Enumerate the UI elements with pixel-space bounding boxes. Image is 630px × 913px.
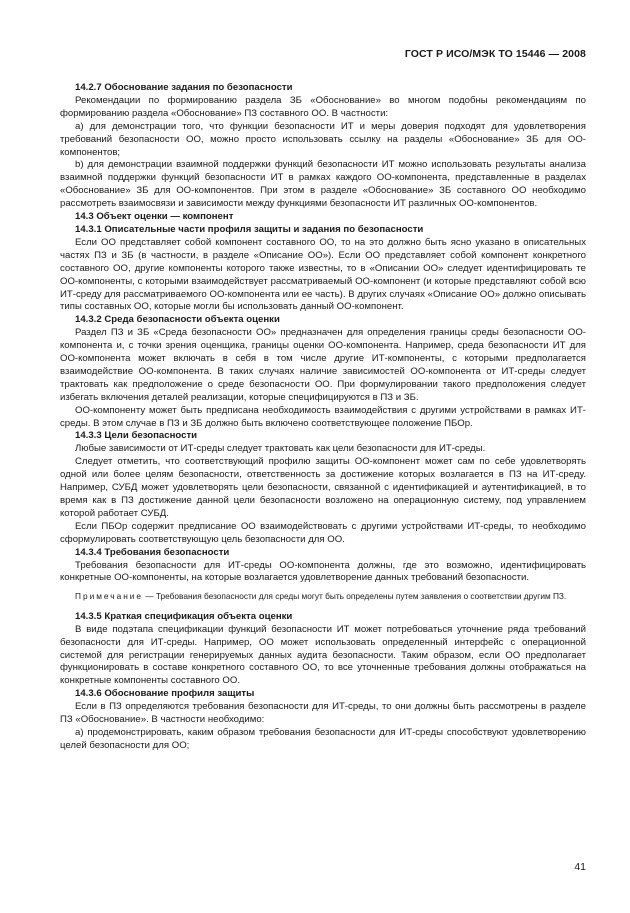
- heading-14-3-5: 14.3.5 Краткая спецификация объекта оценки: [75, 610, 293, 622]
- paragraph: Если ПБОр содержит предписание ОО взаимодействовать с другими устройствами ИТ-среды, то необходимо сформулировать соответствующую цель безопасности для ОО.: [60, 520, 586, 545]
- heading-14-3-3: 14.3.3 Цели безопасности: [75, 430, 198, 442]
- paragraph: Раздел ПЗ и ЗБ «Среда безопасности ОО» предназначен для определения границы среды безопасности ОО-компонента и, с точки зрения оценщика, границы оценки ОО-компонента. Например, среда безопасности ИТ для ОО-компонента может включать в себя в том числе другие ИТ-компоненты, с которыми предполагается взаимодействие ОО-компонента. В таких случаях наличие зависимостей ОО-компонента от ИТ-среды следует трактовать как предположение о среде безопасности ОО. При формулировании такого предположения следует избегать включения деталей реализации, которые специфицируются в ПЗ и ЗБ.: [60, 327, 586, 403]
- note-text: — Требования безопасности для среды могут быть определены путем заявления о соответствии другим ПЗ.: [143, 591, 567, 602]
- section-14-2-7: [60, 82, 586, 211]
- paragraph: Любые зависимости от ИТ-среды следует трактовать как цели безопасности для ИТ-среды.: [75, 443, 486, 455]
- note: [60, 591, 586, 603]
- paragraph: Если ОО представляет собой компонент составного ОО, то на это должно быть ясно указано в описательных частях ПЗ и ЗБ (в частности, в разделе «Описание ОО»). Если ОО представляет собой компонент конкретного составного ОО, другие компоненты которого также известны, то в «Описании ОО» следует идентифицировать те ОО-компоненты, с которыми взаимодействует рассматриваемый ОО-компонент (и которые представляют собой всю ИТ-среду для рассматриваемого ОО-компонента или ее часть). В других случаях «Описание ОО» должно описывать типы составных ОО, которые могли бы использовать данный ОО-компонент.: [60, 236, 586, 313]
- list-item-a: а) продемонстрировать, каким образом требования безопасности для ИТ-среды способствуют удовлетворению целей безопасности для ОО;: [60, 727, 586, 751]
- paragraph: Следует отметить, что соответствующий профилю защиты ОО-компонент может сам по себе удовлетворять одной или более целям безопасности, ответственность за достижение которых возлагается в ПЗ на ИТ-среду. Например, СУБД может удовлетворять цели безопасности, связанной с идентификацией и аутентификацией, в то время как в ПЗ достижение данной цели безопасности возложено на операционную систему, под управлением которой работает СУБД.: [60, 456, 586, 519]
- section-14-3: [60, 211, 586, 753]
- standard-header: ГОСТ Р ИСО/МЭК ТО 15446 — 2008: [404, 48, 586, 60]
- paragraph: Если в ПЗ определяются требования безопасности для ИТ-среды, то они должны быть рассмотрены в разделе ПЗ «Обоснование». В частности необходимо:: [60, 701, 586, 726]
- heading-14-2-7: 14.2.7 Обоснование задания по безопасности: [75, 82, 293, 93]
- heading-14-3-6: 14.3.6 Обоснование профиля защиты: [75, 688, 255, 700]
- heading-14-3: 14.3 Объект оценки — компонент: [75, 211, 234, 223]
- list-item-a: а) для демонстрации того, что функции безопасности ИТ и меры доверия подходят для удовлетворения требований безопасности ОО, можно просто использовать ссылку на разделы «Обоснование» ЗБ для ОО-компонентов;: [60, 120, 586, 158]
- paragraph: ОО-компоненту может быть предписана необходимость взаимодействия с другими устройствами в рамках ИТ-среды. В этом случае в ПЗ и ЗБ должно быть включено соответствующее положение ПБОр.: [60, 404, 586, 429]
- heading-14-3-2: 14.3.2 Среда безопасности объекта оценки: [75, 314, 280, 326]
- paragraph: В виде подэтапа спецификации функций безопасности ИТ может потребоваться уточнение ряда требований безопасности для ИТ-среды. Например, ОО может использовать определенный интерфейс с операционной системой для регистрации генерируемых данных аудита безопасности. Таким образом, если ОО предполагает функционировать в составе конкретного составного ОО, то все уточненные требования должны отображаться на конкретные компоненты составного ОО.: [60, 623, 586, 687]
- paragraph: Рекомендации по формированию раздела ЗБ «Обоснование» во многом подобны рекомендациям по формированию раздела «Обоснование» ПЗ составного ОО. В частности:: [60, 94, 586, 119]
- heading-14-3-1: 14.3.1 Описательные части профиля защиты и задания по безопасности: [75, 223, 424, 235]
- page-number: 41: [574, 861, 586, 873]
- document-page: [60, 48, 586, 753]
- list-item-b: b) для демонстрации взаимной поддержки функций безопасности ИТ можно использовать результаты анализа взаимной поддержки функций безопасности ИТ в рамках каждого ОО-компонента, представленные в разделах «Обоснование» ЗБ для ОО-компонентов. При этом в разделе «Обоснование» ЗБ составного ОО необходимо рассмотреть взаимосвязи и зависимости между функциями безопасности ИТ различных ОО-компонентов.: [60, 159, 586, 210]
- heading-14-3-4: 14.3.4 Требования безопасности: [75, 546, 230, 558]
- note-label: Примечание: [75, 591, 144, 602]
- paragraph: Требования безопасности для ИТ-среды ОО-компонента должны, где это возможно, идентифицировать конкретные ОО-компоненты, на которые возлагается удовлетворение данных требований безопасности.: [60, 559, 586, 584]
